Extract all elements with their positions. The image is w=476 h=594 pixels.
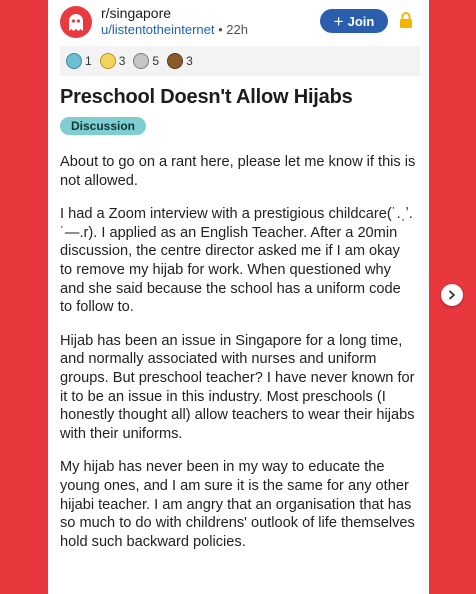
meta-separator: •: [218, 22, 223, 37]
award-count: 5: [152, 54, 160, 68]
award-count: 3: [186, 54, 193, 68]
ghost-icon: [65, 11, 87, 33]
post-title[interactable]: Preschool Doesn't Allow Hijabs: [60, 86, 353, 108]
lock-icon: [399, 12, 413, 29]
body-paragraph: Hijab has been an issue in Singapore for a long time, and normally associated with nurses and uniform groups. But preschool teacher? I have never known for it to be an issue in this industry. Most preschools (I honestly thought all) allow teachers to wear their hijabs with their uniforms.: [60, 332, 415, 442]
body-paragraph: About to go on a rant here, please let me know if this is not allowed.: [60, 154, 416, 189]
award-wholesome-icon: [100, 53, 116, 69]
post-body: [60, 153, 416, 566]
subreddit-name[interactable]: r/singapore: [101, 5, 172, 21]
award-count: 1: [85, 54, 92, 68]
body-paragraph: I had a Zoom interview with a prestigious childcare(˙.ˌʼ. ˙—.r). I applied as an English Teacher. After a 20min discussion, the centre director asked me if I am okay to remove my hijab for work. When questioned why and she said because the school has a uniform code to follow to.: [60, 206, 413, 316]
post-header: [48, 0, 429, 42]
award-item[interactable]: [66, 53, 92, 69]
plus-icon: +: [333, 11, 344, 31]
award-silver-icon: [133, 53, 149, 69]
body-paragraph: My hijab has never been in my way to educate the young ones, and I am sure it is the same for any other hijabi teacher. I am angry that an organisation that has so much to do with childrens' outlook of life themselves hold such backward policies.: [60, 459, 415, 550]
post-meta: [101, 22, 248, 37]
post-flair[interactable]: Discussion: [60, 117, 146, 135]
join-button[interactable]: [320, 9, 388, 33]
award-item[interactable]: [100, 53, 126, 69]
award-item[interactable]: [167, 53, 193, 69]
post-card: [48, 0, 429, 594]
award-bear-icon: [167, 53, 183, 69]
award-helpful-icon: [66, 53, 82, 69]
award-count: 3: [118, 54, 126, 68]
join-label: Join: [347, 13, 375, 29]
post-age: 22h: [226, 22, 248, 37]
chevron-right-icon: [447, 290, 457, 300]
next-slide-button[interactable]: [441, 284, 463, 306]
username-link[interactable]: u/listentotheinternet: [101, 22, 215, 37]
subreddit-avatar[interactable]: [60, 6, 92, 38]
award-item[interactable]: [133, 53, 159, 69]
awards-bar: [60, 46, 420, 76]
